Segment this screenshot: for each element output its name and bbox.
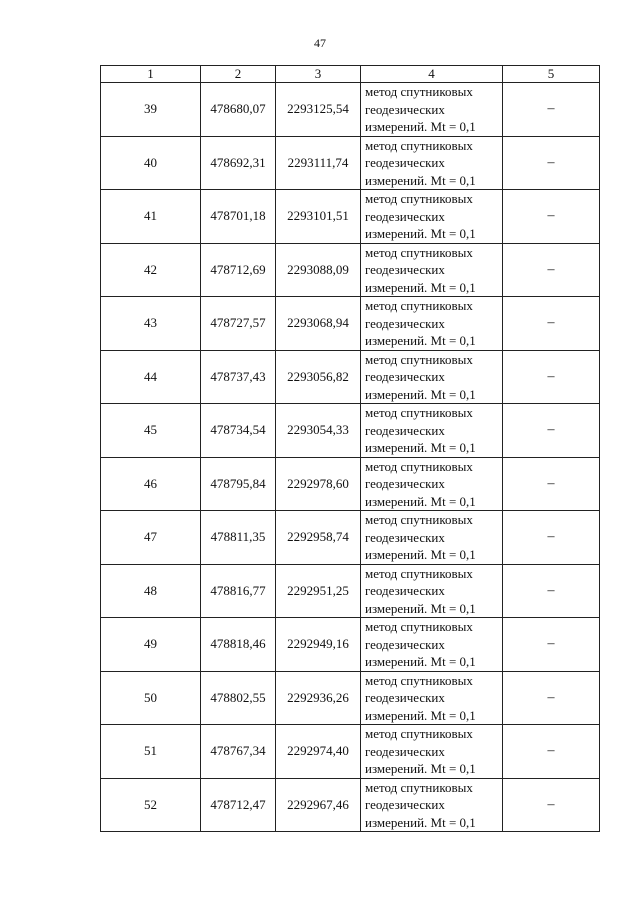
point-number-cell: 44 [101, 350, 201, 404]
y-coordinate-cell: 2293088,09 [276, 243, 361, 297]
table-row [101, 618, 600, 672]
table-row [101, 778, 600, 832]
method-cell: метод спутниковых геодезических измерений. Mt = 0,1 [361, 297, 503, 351]
point-number-cell: 45 [101, 404, 201, 458]
x-coordinate-cell: 478692,31 [201, 136, 276, 190]
table-row [101, 457, 600, 511]
method-cell: метод спутниковых геодезических измерений. Mt = 0,1 [361, 618, 503, 672]
x-coordinate-cell: 478734,54 [201, 404, 276, 458]
note-cell: – [503, 511, 600, 565]
table-row [101, 297, 600, 351]
x-coordinate-cell: 478680,07 [201, 83, 276, 137]
point-number-cell: 50 [101, 671, 201, 725]
method-cell: метод спутниковых геодезических измерений. Mt = 0,1 [361, 778, 503, 832]
y-coordinate-cell: 2293125,54 [276, 83, 361, 137]
column-header: 5 [503, 66, 600, 83]
note-cell: – [503, 190, 600, 244]
method-cell: метод спутниковых геодезических измерений. Mt = 0,1 [361, 83, 503, 137]
note-cell: – [503, 778, 600, 832]
x-coordinate-cell: 478712,47 [201, 778, 276, 832]
point-number-cell: 52 [101, 778, 201, 832]
method-cell: метод спутниковых геодезических измерений. Mt = 0,1 [361, 671, 503, 725]
note-cell: – [503, 618, 600, 672]
table-row [101, 725, 600, 779]
method-cell: метод спутниковых геодезических измерений. Mt = 0,1 [361, 511, 503, 565]
table-row [101, 136, 600, 190]
y-coordinate-cell: 2292958,74 [276, 511, 361, 565]
y-coordinate-cell: 2292974,40 [276, 725, 361, 779]
y-coordinate-cell: 2292936,26 [276, 671, 361, 725]
note-cell: – [503, 297, 600, 351]
method-cell: метод спутниковых геодезических измерений. Mt = 0,1 [361, 457, 503, 511]
point-number-cell: 49 [101, 618, 201, 672]
note-cell: – [503, 457, 600, 511]
page-number: 47 [314, 36, 326, 50]
table-row [101, 564, 600, 618]
y-coordinate-cell: 2292967,46 [276, 778, 361, 832]
table-row [101, 671, 600, 725]
y-coordinate-cell: 2293056,82 [276, 350, 361, 404]
x-coordinate-cell: 478802,55 [201, 671, 276, 725]
table-row [101, 404, 600, 458]
column-header: 1 [101, 66, 201, 83]
point-number-cell: 48 [101, 564, 201, 618]
y-coordinate-cell: 2293111,74 [276, 136, 361, 190]
x-coordinate-cell: 478712,69 [201, 243, 276, 297]
method-cell: метод спутниковых геодезических измерений. Mt = 0,1 [361, 350, 503, 404]
table-row [101, 190, 600, 244]
coordinates-table [100, 65, 600, 832]
column-header: 4 [361, 66, 503, 83]
y-coordinate-cell: 2293054,33 [276, 404, 361, 458]
column-header: 3 [276, 66, 361, 83]
x-coordinate-cell: 478737,43 [201, 350, 276, 404]
point-number-cell: 39 [101, 83, 201, 137]
point-number-cell: 40 [101, 136, 201, 190]
note-cell: – [503, 671, 600, 725]
x-coordinate-cell: 478818,46 [201, 618, 276, 672]
column-header: 2 [201, 66, 276, 83]
x-coordinate-cell: 478811,35 [201, 511, 276, 565]
y-coordinate-cell: 2292949,16 [276, 618, 361, 672]
method-cell: метод спутниковых геодезических измерений. Mt = 0,1 [361, 564, 503, 618]
y-coordinate-cell: 2293101,51 [276, 190, 361, 244]
method-cell: метод спутниковых геодезических измерений. Mt = 0,1 [361, 404, 503, 458]
table-row [101, 243, 600, 297]
note-cell: – [503, 564, 600, 618]
table-row [101, 511, 600, 565]
x-coordinate-cell: 478767,34 [201, 725, 276, 779]
point-number-cell: 51 [101, 725, 201, 779]
method-cell: метод спутниковых геодезических измерений. Mt = 0,1 [361, 136, 503, 190]
x-coordinate-cell: 478701,18 [201, 190, 276, 244]
table-header-row [101, 66, 600, 83]
x-coordinate-cell: 478795,84 [201, 457, 276, 511]
y-coordinate-cell: 2293068,94 [276, 297, 361, 351]
note-cell: – [503, 350, 600, 404]
point-number-cell: 42 [101, 243, 201, 297]
table-row [101, 83, 600, 137]
note-cell: – [503, 136, 600, 190]
y-coordinate-cell: 2292951,25 [276, 564, 361, 618]
point-number-cell: 46 [101, 457, 201, 511]
note-cell: – [503, 404, 600, 458]
point-number-cell: 41 [101, 190, 201, 244]
method-cell: метод спутниковых геодезических измерений. Mt = 0,1 [361, 190, 503, 244]
x-coordinate-cell: 478816,77 [201, 564, 276, 618]
point-number-cell: 43 [101, 297, 201, 351]
note-cell: – [503, 83, 600, 137]
point-number-cell: 47 [101, 511, 201, 565]
y-coordinate-cell: 2292978,60 [276, 457, 361, 511]
x-coordinate-cell: 478727,57 [201, 297, 276, 351]
method-cell: метод спутниковых геодезических измерений. Mt = 0,1 [361, 725, 503, 779]
method-cell: метод спутниковых геодезических измерений. Mt = 0,1 [361, 243, 503, 297]
note-cell: – [503, 243, 600, 297]
table-row [101, 350, 600, 404]
note-cell: – [503, 725, 600, 779]
